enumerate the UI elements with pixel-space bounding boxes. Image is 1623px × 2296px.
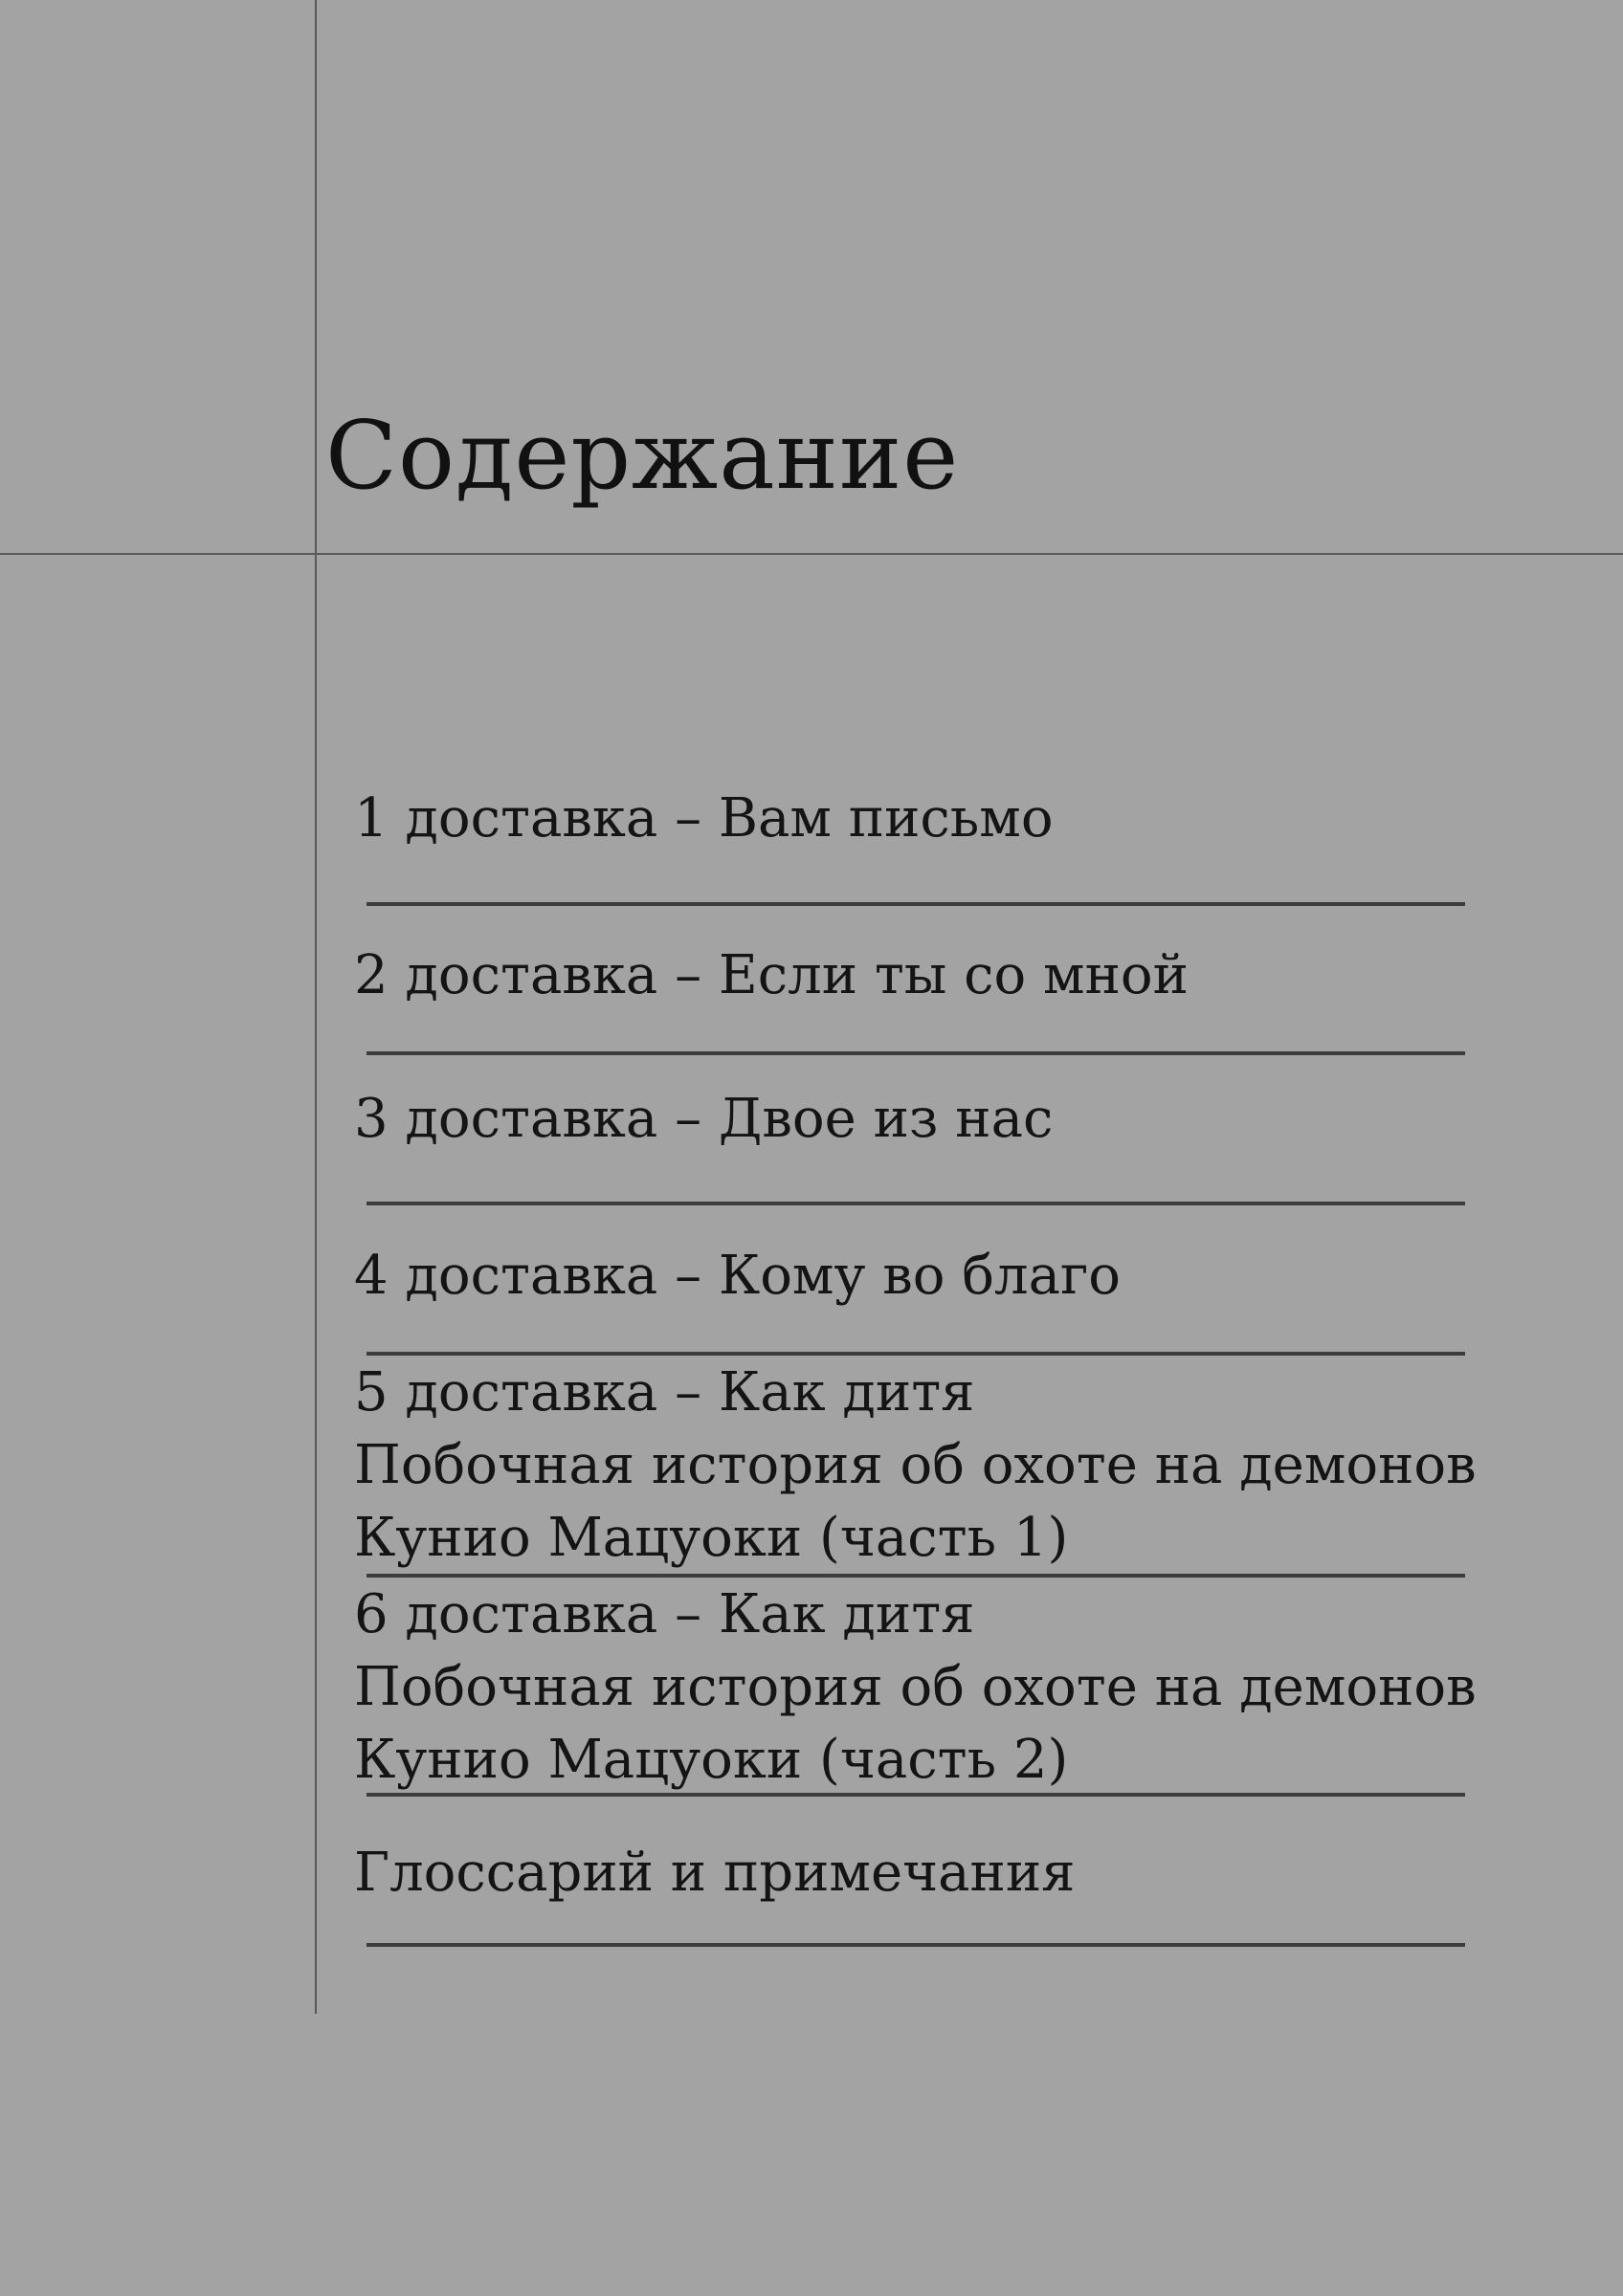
- toc-entry-5[interactable]: [354, 1357, 1598, 1575]
- entry-separator: [367, 902, 1465, 906]
- toc-entry-6[interactable]: [354, 1578, 1598, 1797]
- entry-separator: [367, 1574, 1465, 1578]
- toc-entry-text: 4 доставка – Кому во благо: [354, 1245, 1122, 1307]
- toc-entry-text: 1 доставка – Вам письмо: [354, 787, 1054, 850]
- entry-separator: [367, 1352, 1465, 1356]
- toc-entry-3[interactable]: [354, 1083, 1598, 1156]
- entry-separator: [367, 1051, 1465, 1055]
- toc-entry-1[interactable]: [354, 783, 1598, 855]
- toc-entry-subtitle: Кунио Мацуоки (часть 2): [354, 1729, 1069, 1791]
- toc-entry-7[interactable]: [354, 1837, 1598, 1910]
- horizontal-divider: [0, 553, 1623, 555]
- toc-entry-text: 3 доставка – Двое из нас: [354, 1088, 1054, 1150]
- entry-separator: [367, 1793, 1465, 1797]
- vertical-divider: [315, 0, 317, 2014]
- toc-entry-2[interactable]: [354, 939, 1598, 1012]
- toc-entry-text: 2 доставка – Если ты со мной: [354, 944, 1189, 1006]
- toc-entry-text: Глоссарий и примечания: [354, 1842, 1076, 1904]
- page-title: Содержание: [325, 402, 960, 511]
- toc-entry-text: 5 доставка – Как дитя: [354, 1361, 975, 1424]
- toc-entry-subtitle: Побочная история об охоте на демонов: [354, 1434, 1477, 1496]
- toc-entry-subtitle: Кунио Мацуоки (часть 1): [354, 1507, 1069, 1569]
- entry-separator: [367, 1202, 1465, 1205]
- toc-entry-text: 6 доставка – Как дитя: [354, 1583, 975, 1645]
- toc-entry-subtitle: Побочная история об охоте на демонов: [354, 1656, 1477, 1718]
- entry-separator: [367, 1943, 1465, 1947]
- toc-entry-4[interactable]: [354, 1240, 1598, 1313]
